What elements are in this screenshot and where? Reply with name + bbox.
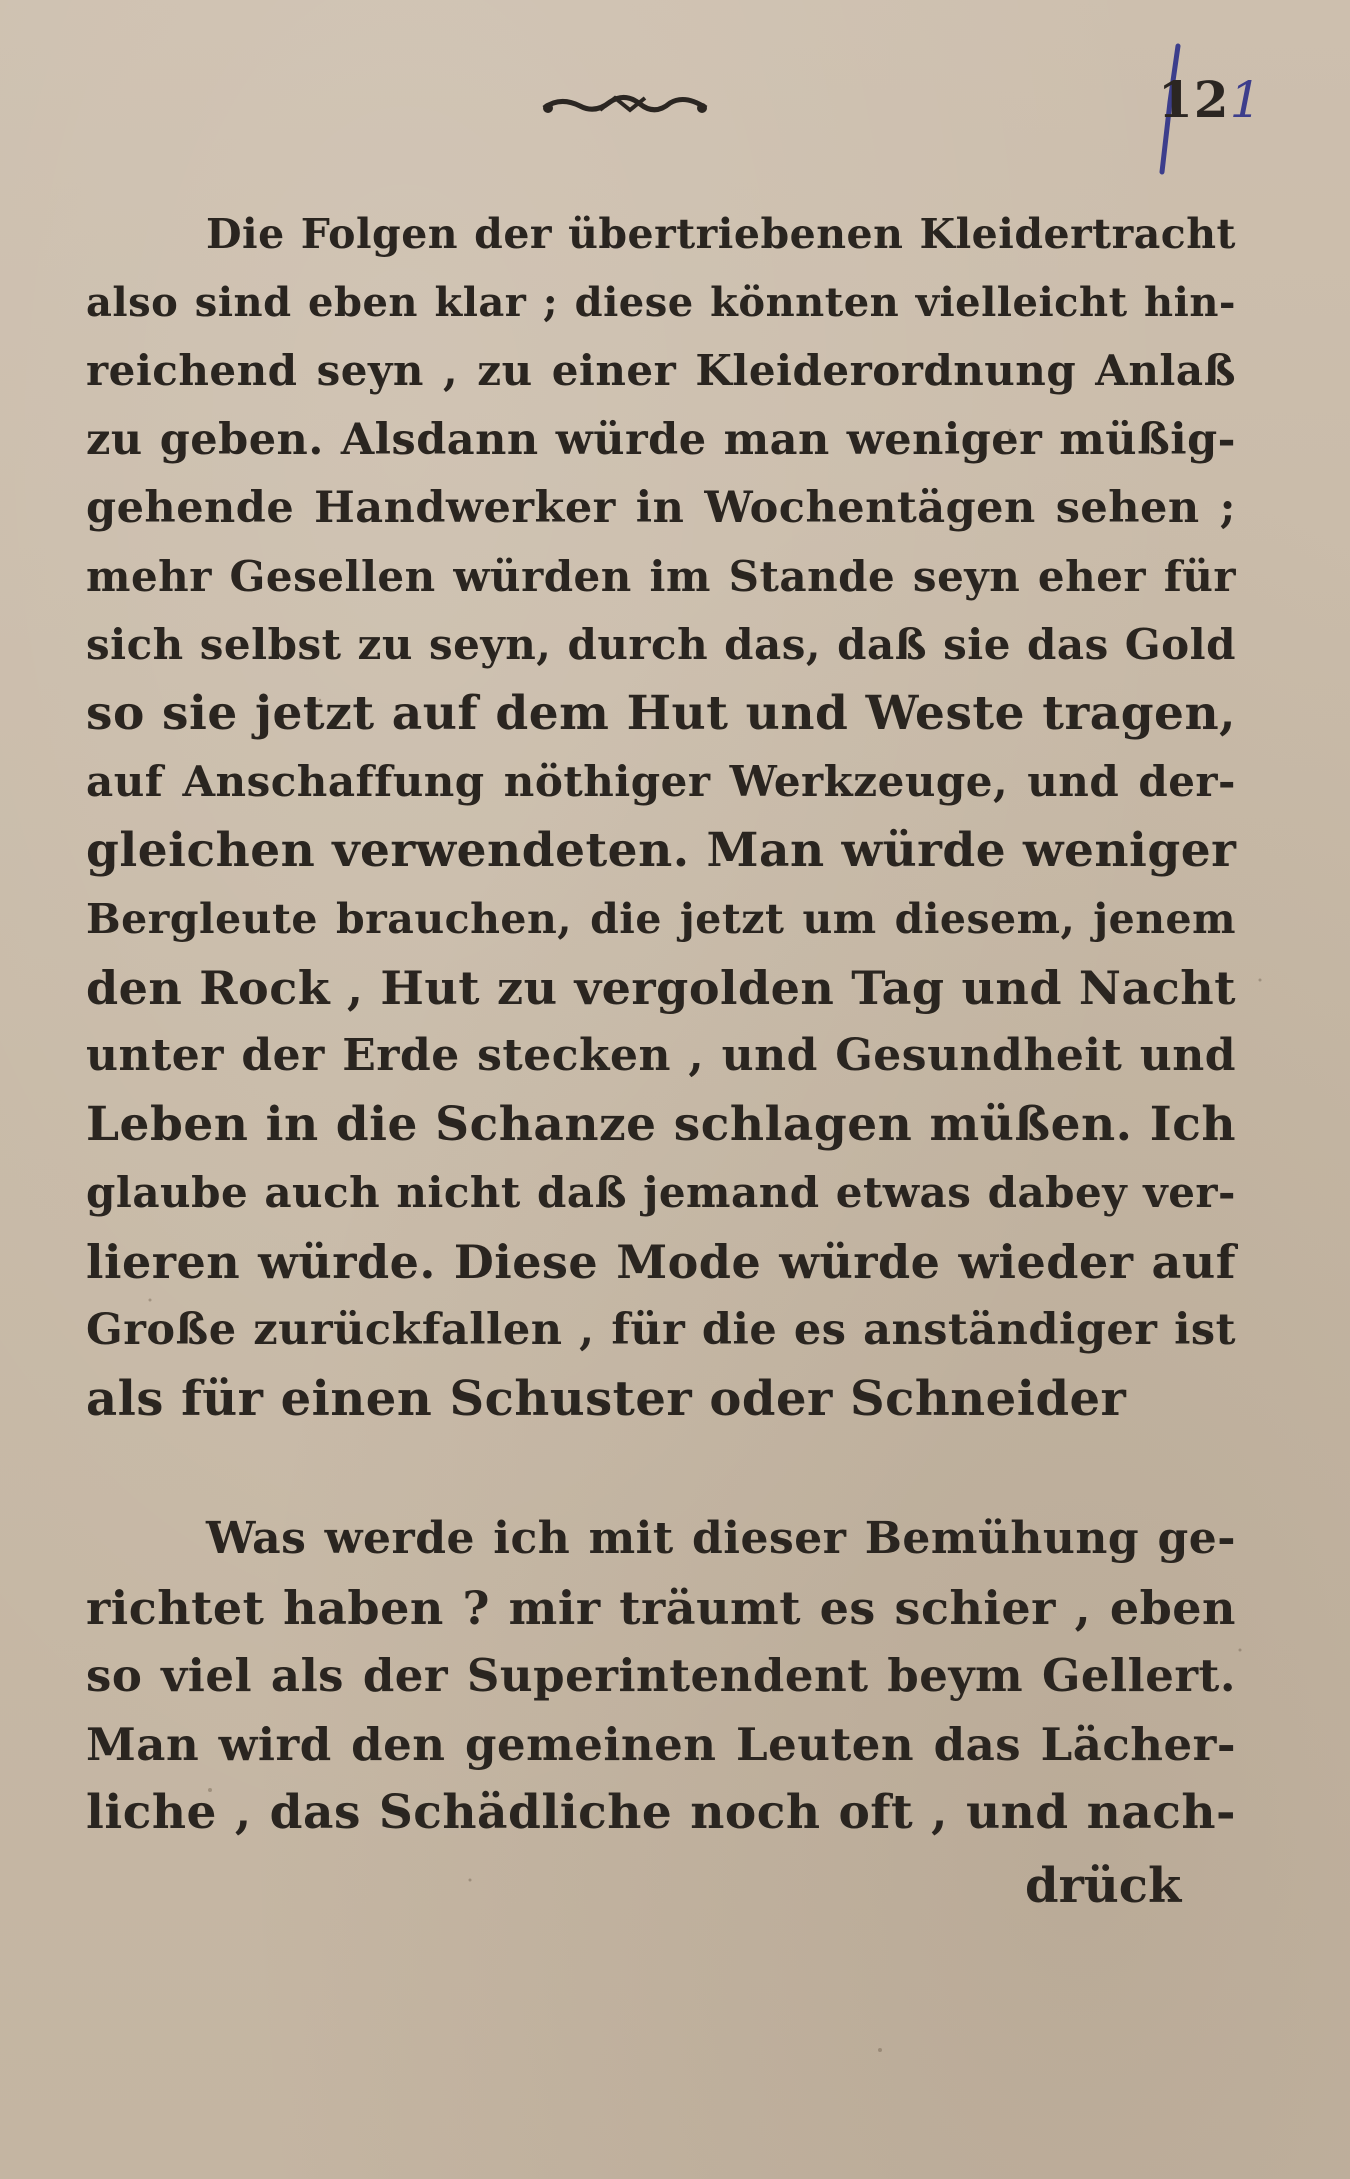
text-line: Bergleute brauchen, die jetzt um diesem, jenem: [86, 895, 1236, 943]
text-line: so viel als der Superintendent beym Gellert.: [86, 1649, 1236, 1702]
text-line: reichend seyn , zu einer Kleiderordnung Anlaß: [86, 346, 1236, 395]
text-line: auf Anschaffung nöthiger Werkzeuge, und der-: [86, 757, 1236, 806]
text-line: unter der Erde stecken , und Gesundheit und: [86, 1030, 1236, 1081]
page-number-printed: 12: [1158, 70, 1230, 129]
text-line: liche , das Schädliche noch oft , und nach-: [86, 1785, 1236, 1840]
text-line: also sind eben klar ; diese könnten vielleicht hin-: [86, 278, 1236, 326]
text-line: richtet haben ? mir träumt es schier , eben: [86, 1580, 1236, 1635]
ornament-icon: [540, 88, 710, 124]
page-number: [1158, 70, 1262, 129]
text-line: sich selbst zu seyn, durch das, daß sie das Gold: [86, 620, 1236, 669]
text-line: lieren würde. Diese Mode würde wieder auf: [86, 1234, 1236, 1289]
text-line: den Rock , Hut zu vergolden Tag und Nacht: [86, 960, 1236, 1015]
paragraph-1: [86, 200, 1236, 1433]
page-number-handwritten: 1: [1229, 71, 1263, 129]
text-line: gleichen verwendeten. Man würde weniger: [86, 822, 1237, 878]
text-line: Große zurückfallen , für die es anständiger ist: [86, 1305, 1236, 1355]
text-line: zu geben. Alsdann würde man weniger müßig-: [86, 414, 1236, 465]
text-line: als für einen Schuster oder Schneider: [86, 1370, 1127, 1427]
paragraph-2: [86, 1505, 1236, 1848]
text-line: mehr Gesellen würden im Stande seyn eher für: [86, 551, 1236, 601]
text-line: glaube auch nicht daß jemand etwas dabey ver-: [86, 1168, 1236, 1217]
text-line: Leben in die Schanze schlagen müßen. Ich: [86, 1096, 1236, 1152]
text-line: Was werde ich mit dieser Bemühung ge-: [206, 1513, 1236, 1564]
text-line: Man wird den gemeinen Leuten das Lächer-: [86, 1717, 1236, 1771]
text-line: so sie jetzt auf dem Hut und Weste tragen,: [86, 685, 1236, 741]
text-line: gehende Handwerker in Wochentägen sehen ;: [86, 483, 1236, 533]
text-line: Die Folgen der übertriebenen Kleidertracht: [206, 210, 1236, 258]
catchword: drück: [1025, 1858, 1182, 1914]
